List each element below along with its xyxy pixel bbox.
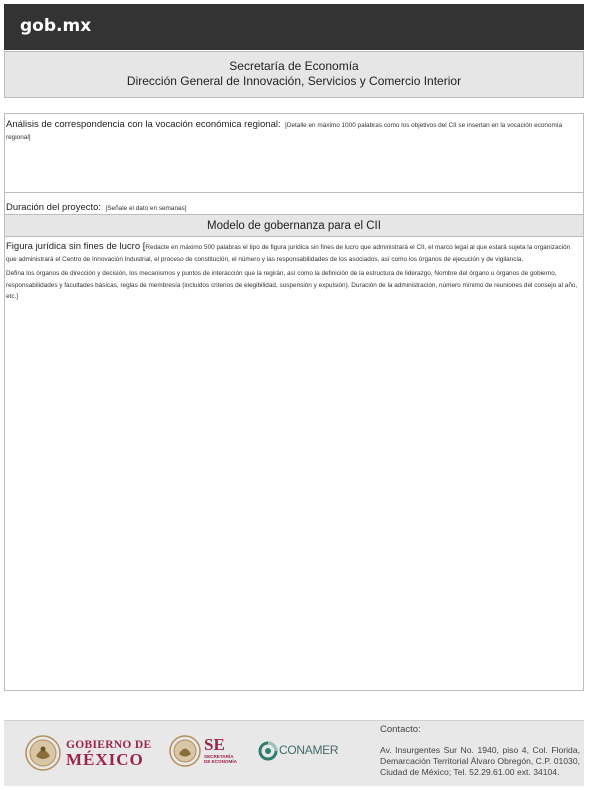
duration-label: Duración del proyecto: [6,202,102,213]
header-direccion: Dirección General de Innovación, Servicios y Comercio Interior [126,74,462,88]
figura-hint-1: Redacte en máximo 500 palabras el tipo de figura jurídica sin fines de lucro que administrará el CII, el marco legal al que estará sujeta la organización que administrará el Centro de Innovación Industrial, el proceso de constitución, el número y las responsabilidades de los asociados, así como los órganos de ejecución y de vigilancia. [6,244,571,263]
contact-block [380,724,580,778]
analysis-label: Análisis de correspondencia con la vocación económica regional: [6,119,281,130]
se-seal-icon [168,734,202,768]
contact-title: Contacto: [380,724,421,735]
gob-mx-logo[interactable]: gob.mx [20,16,92,36]
governance-section-title: Modelo de gobernanza para el CII [5,215,583,237]
figura-juridica-field[interactable] [5,237,583,690]
conamer-text: CONAMER [279,743,339,757]
header-secretaria: Secretaría de Economía [229,59,359,73]
gob-line1: GOBIERNO DE [66,739,152,751]
form-table [4,113,584,691]
footer [4,720,584,786]
figura-hint-2: Defina los órganos de dirección y decisión, los mecanismos y puntos de interacción que la regirán, así como la definición de la estructura de liderazgo, Nombre del órgano u órganos de gobierno, responsabilidades y facultades básicas, reglas de membresía (incluidos criterios de elegibilidad, suspensión y expulsión). Duración de la administración, número mínimo de reuniones del consejo al año, etc.] [6,270,578,300]
contact-address: Av. Insurgentes Sur No. 1940, piso 4, Col. Florida, Demarcación Territorial Álvaro Obregón, C.P. 01030, Ciudad de México; Tel. 52.29.61.00 ext. 34104. [380,745,580,777]
duration-field[interactable] [5,193,583,215]
analysis-field[interactable] [5,114,583,193]
duration-hint: [Señale el dato en semanas] [105,205,187,212]
top-navbar [4,4,584,50]
figura-label: Figura jurídica sin fines de lucro [ [6,241,146,252]
se-small-1: SECRETARÍA [204,754,234,759]
secretaria-economia-logo [168,734,248,774]
national-seal-icon [24,734,62,772]
gobierno-de-mexico-logo [24,734,159,774]
gob-line2: MÉXICO [66,750,144,769]
se-letters: SE [204,735,225,754]
document-header [4,51,584,98]
se-small-2: DE ECONOMÍA [204,759,237,764]
conamer-icon [258,741,278,761]
conamer-logo [258,741,358,767]
analysis-hint: [Detalle en máximo 1000 palabras como los objetivos del CII se insertan en la vocación economía regional] [6,122,563,141]
